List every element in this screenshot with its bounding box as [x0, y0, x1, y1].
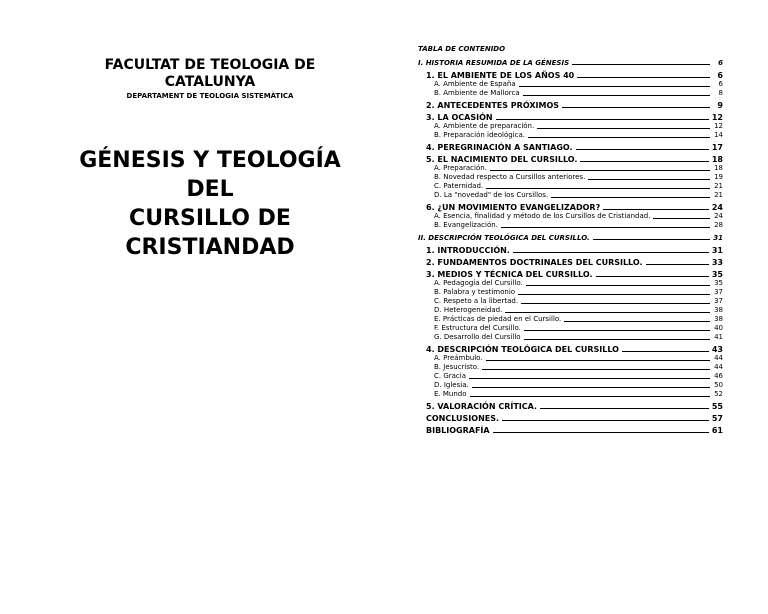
dot-leader	[622, 351, 709, 352]
toc-subsection-title: A. Ambiente de España	[434, 80, 516, 88]
title-line: CURSILLO DE	[129, 206, 291, 231]
dot-leader	[576, 149, 709, 150]
toc-page-number: 21	[714, 182, 723, 190]
toc-section	[426, 143, 723, 152]
toc-section-title: 1. INTRODUCCIÓN.	[426, 246, 510, 255]
toc-page-number: 8	[718, 89, 723, 97]
toc-subsection	[434, 372, 723, 381]
faculty-line-1: FACULTAT DE TEOLOGIA DE	[104, 57, 316, 73]
toc-page-number: 24	[711, 203, 723, 212]
toc-heading: TABLA DE CONTENIDO	[418, 45, 506, 53]
dot-leader	[588, 179, 710, 180]
toc-section-title: CONCLUSIONES.	[426, 414, 500, 423]
toc-subsection	[434, 324, 723, 333]
faculty-name	[70, 57, 350, 91]
toc-section	[426, 203, 723, 212]
toc-subsection-title: C. Respeto a la libertad.	[434, 297, 519, 305]
toc-section	[426, 270, 723, 279]
toc-page-number: 28	[714, 221, 723, 229]
dot-leader	[572, 64, 710, 65]
dot-leader	[528, 137, 710, 138]
toc-subsection	[434, 191, 723, 200]
table-of-contents	[418, 45, 723, 435]
dot-leader	[472, 387, 710, 388]
toc-page-number: 35	[711, 270, 723, 279]
title-line: GÉNESIS Y TEOLOGÍA	[79, 148, 341, 173]
toc-page-number: 52	[714, 390, 723, 398]
dot-leader	[470, 396, 710, 397]
toc-subsection	[434, 131, 723, 140]
toc-section-title: 5. EL NACIMIENTO DEL CURSILLO.	[426, 155, 578, 164]
toc-subsection-title: B. Evangelización.	[434, 221, 498, 229]
dot-leader	[596, 276, 709, 277]
toc-subsection-title: D. La "novedad" de los Cursillos.	[434, 191, 549, 199]
toc-page-number: 57	[711, 414, 723, 423]
toc-page-number: 35	[714, 279, 723, 287]
toc-section	[426, 414, 723, 423]
toc-subsection-title: B. Jesucristo.	[434, 363, 480, 371]
toc-page-number: 55	[711, 402, 723, 411]
toc-subsection	[434, 173, 723, 182]
thesis-title	[40, 146, 380, 262]
toc-subsection	[434, 297, 723, 306]
dot-leader	[580, 161, 708, 162]
dot-leader	[469, 378, 710, 379]
dot-leader	[493, 432, 709, 433]
department-name: DEPARTAMENT DE TEOLOGIA SISTEMÀTICA	[126, 92, 294, 100]
toc-page-number: 40	[714, 324, 723, 332]
toc-subsection-title: A. Preparación.	[434, 164, 487, 172]
dot-leader	[521, 303, 710, 304]
toc-subsection	[434, 122, 723, 131]
toc-page-number: 43	[711, 345, 723, 354]
dot-leader	[496, 119, 709, 120]
toc-subsection-title: B. Novedad respecto a Cursillos anteriores.	[434, 173, 586, 181]
toc-subsection-title: B. Ambiente de Mallorca	[434, 89, 520, 97]
dot-leader	[513, 252, 709, 253]
toc-page-number: 6	[718, 80, 723, 88]
toc-subsection	[434, 315, 723, 324]
toc-part-title: I. HISTORIA RESUMIDA DE LA GÉNESIS	[418, 59, 570, 67]
faculty-line-2: CATALUNYA	[164, 74, 256, 90]
dot-leader	[537, 128, 710, 129]
toc-subsection-title: D. Heterogeneidad.	[434, 306, 503, 314]
dot-leader	[482, 369, 710, 370]
toc-subsection-title: B. Palabra y testimonio	[434, 288, 516, 296]
dot-leader	[486, 360, 710, 361]
toc-section	[426, 113, 723, 122]
dot-leader	[653, 218, 710, 219]
dot-leader	[603, 209, 709, 210]
dot-leader	[562, 107, 710, 108]
toc-subsection	[434, 279, 723, 288]
dot-leader	[593, 239, 710, 240]
toc-subsection	[434, 221, 723, 230]
toc-page-number: 61	[711, 426, 723, 435]
toc-page-number: 41	[714, 333, 723, 341]
toc-page-number: 21	[714, 191, 723, 199]
dot-leader	[501, 227, 710, 228]
dot-leader	[490, 170, 710, 171]
dot-leader	[524, 330, 710, 331]
toc-subsection-title: F. Estructura del Cursillo.	[434, 324, 521, 332]
toc-subsection	[434, 164, 723, 173]
toc-subsection	[434, 212, 723, 221]
dot-leader	[502, 420, 709, 421]
toc-section-title: 3. LA OCASIÓN	[426, 113, 493, 122]
title-line: CRISTIANDAD	[125, 235, 295, 260]
toc-subsection-title: B. Preparación ideológica.	[434, 131, 525, 139]
toc-subsection	[434, 182, 723, 191]
dot-leader	[519, 86, 710, 87]
dot-leader	[551, 197, 710, 198]
toc-section-title: 5. VALORACIÓN CRÍTICA.	[426, 402, 538, 411]
dot-leader	[505, 312, 710, 313]
toc-section	[426, 155, 723, 164]
toc-section	[426, 71, 723, 80]
toc-part	[418, 234, 723, 242]
toc-part	[418, 59, 723, 67]
dot-leader	[564, 321, 710, 322]
toc-page-number: 37	[714, 297, 723, 305]
toc-page-number: 9	[717, 101, 723, 110]
toc-section-title: 4. DESCRIPCIÓN TEOLÓGICA DEL CURSILLO	[426, 345, 619, 354]
toc-subsection-title: A. Pedagogía del Cursillo.	[434, 279, 523, 287]
dot-leader	[524, 339, 710, 340]
toc-page-number: 24	[714, 212, 723, 220]
toc-subsection-title: A. Ambiente de preparación.	[434, 122, 535, 130]
toc-subsection	[434, 89, 723, 98]
cover-page	[0, 0, 400, 543]
toc-section-title: BIBLIOGRAFÍA	[426, 426, 490, 435]
dot-leader	[518, 294, 710, 295]
title-line: DEL	[186, 177, 234, 202]
toc-section-title: 2. FUNDAMENTOS DOCTRINALES DEL CURSILLO.	[426, 258, 643, 267]
toc-page-number: 50	[714, 381, 723, 389]
toc-page-number: 31	[711, 246, 723, 255]
toc-subsection-title: C. Paternidad.	[434, 182, 484, 190]
toc-subsection	[434, 288, 723, 297]
toc-page-number: 44	[714, 354, 723, 362]
toc-section	[426, 258, 723, 267]
dot-leader	[486, 188, 710, 189]
dot-leader	[646, 264, 709, 265]
toc-page-number: 37	[714, 288, 723, 296]
toc-section	[426, 426, 723, 435]
toc-subsection-title: G. Desarrollo del Cursillo	[434, 333, 521, 341]
toc-section-title: 4. PEREGRINACIÓN A SANTIAGO.	[426, 143, 573, 152]
toc-page-number: 31	[713, 234, 723, 242]
toc-page-number: 17	[711, 143, 723, 152]
toc-page-number: 19	[714, 173, 723, 181]
toc-subsection-title: D. Iglesia.	[434, 381, 469, 389]
toc-section-title: 1. EL AMBIENTE DE LOS AÑOS 40	[426, 71, 575, 80]
toc-page-number: 33	[711, 258, 723, 267]
toc-subsection	[434, 333, 723, 342]
dot-leader	[523, 95, 710, 96]
toc-page-number: 6	[718, 59, 723, 67]
toc-subsection-title: E. Prácticas de piedad en el Cursillo.	[434, 315, 562, 323]
toc-page-number: 44	[714, 363, 723, 371]
toc-page-number: 12	[714, 122, 723, 130]
toc-section	[426, 345, 723, 354]
toc-page-number: 14	[714, 131, 723, 139]
toc-page-number: 18	[711, 155, 723, 164]
toc-subsection	[434, 390, 723, 399]
toc-part-title: II. DESCRIPCIÓN TEOLÓGICA DEL CURSILLO.	[418, 234, 590, 242]
toc-subsection	[434, 354, 723, 363]
toc-page-number: 38	[714, 306, 723, 314]
dot-leader	[540, 408, 709, 409]
toc-page-number: 18	[714, 164, 723, 172]
dot-leader	[526, 285, 710, 286]
toc-subsection-title: E. Mundo	[434, 390, 467, 398]
toc-subsection-title: A. Esencia, finalidad y método de los Cursillos de Cristiandad.	[434, 212, 651, 220]
toc-section-title: 3. MEDIOS Y TÉCNICA DEL CURSILLO.	[426, 270, 593, 279]
dot-leader	[577, 77, 710, 78]
toc-page-number: 38	[714, 315, 723, 323]
toc-page-number: 46	[714, 372, 723, 380]
toc-section	[426, 101, 723, 110]
toc-subsection	[434, 363, 723, 372]
toc-subsection-title: C. Gracia	[434, 372, 467, 380]
toc-page-number: 6	[717, 71, 723, 80]
toc-section	[426, 246, 723, 255]
toc-subsection-title: A. Preámbulo.	[434, 354, 483, 362]
toc-section-title: 6. ¿UN MOVIMIENTO EVANGELIZADOR?	[426, 203, 601, 212]
toc-page-number: 12	[711, 113, 723, 122]
toc-subsection	[434, 306, 723, 315]
toc-section	[426, 402, 723, 411]
toc-section-title: 2. ANTECEDENTES PRÓXIMOS	[426, 101, 560, 110]
toc-subsection	[434, 381, 723, 390]
toc-subsection	[434, 80, 723, 89]
